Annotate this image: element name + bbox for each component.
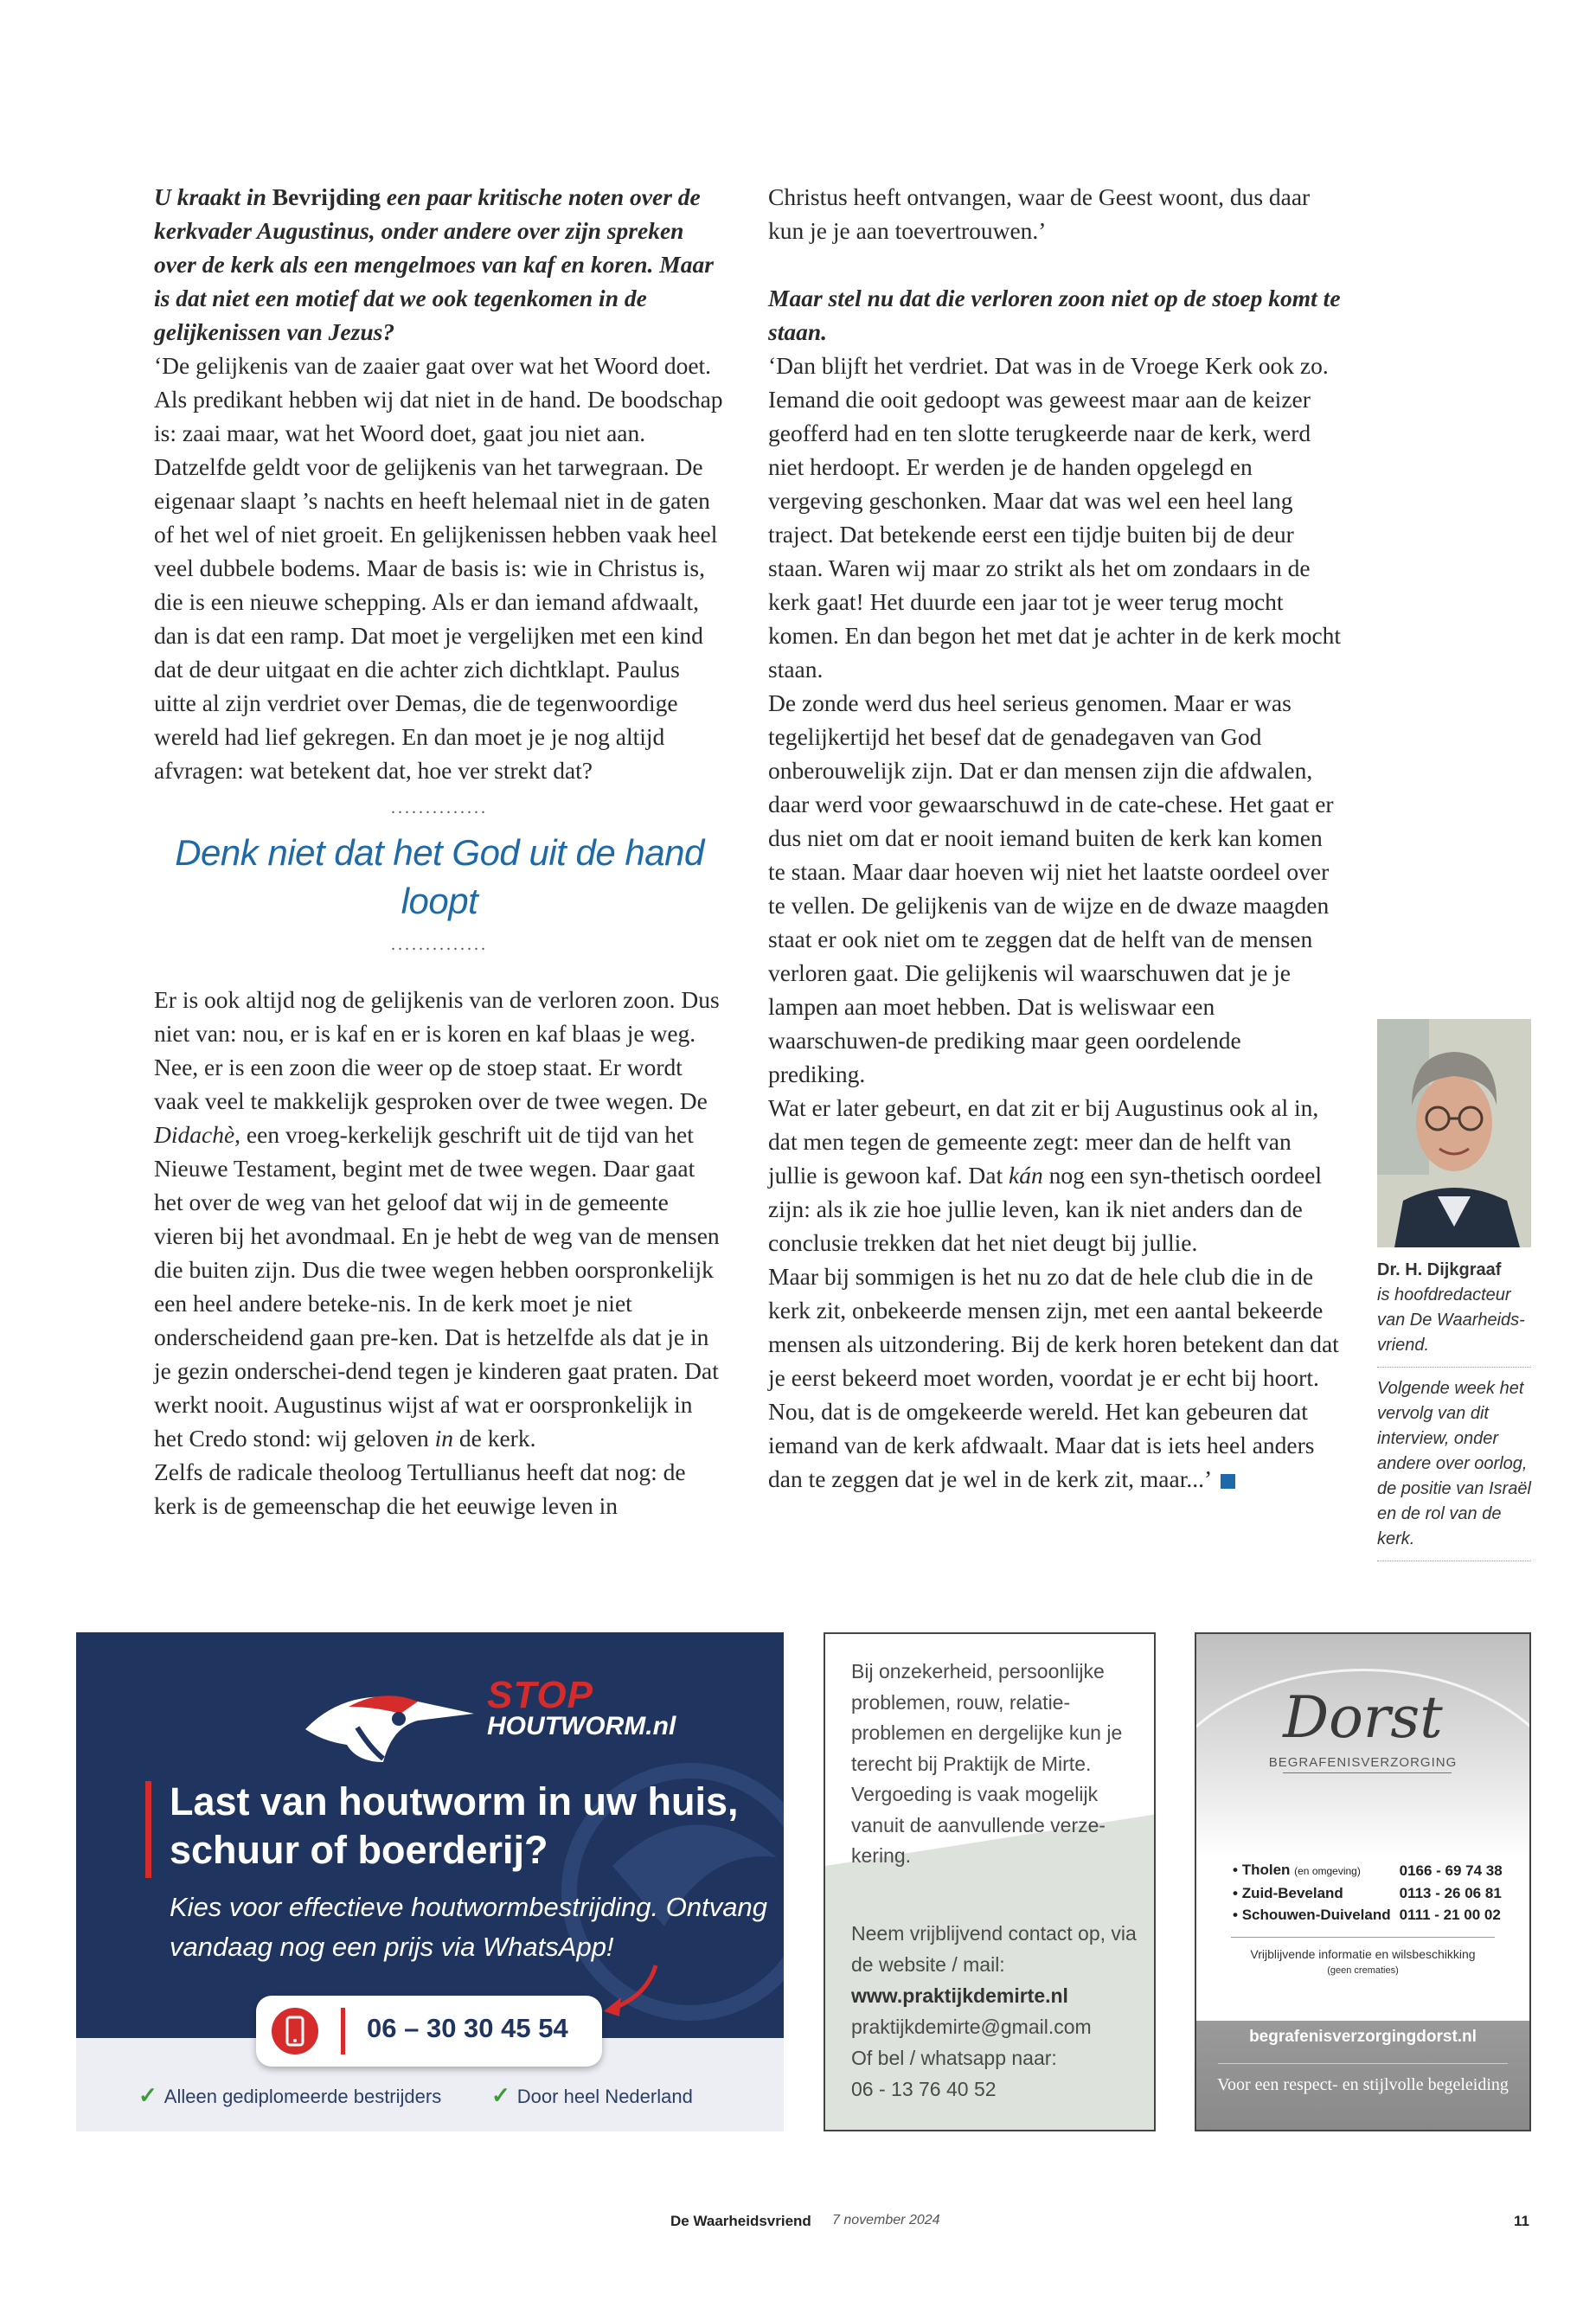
dorst-website-link[interactable]: begrafenisverzorgingdorst.nl [1249,2028,1477,2046]
location-note: (en omgeving) [1294,1865,1361,1877]
answer-paragraph [768,1091,1343,1259]
paragraph-text: Maar bij sommigen is het nu zo dat de hele club die in de kerk zit, onbekeerde mensen zijn, met een aantal bekeerde mensen als uitzondering. Bij de kerk horen betekent dan dat je eerst bekeerd moet worden, voordat je er echt bij hoort. Nou, dat is de omgekeerde wereld. Het kan gebeuren dat iemand van de kerk afdwaalt. Maar dat is iets heel anders dan te zeggen dat je wel in de kerk zit, maar...’ [768,1263,1339,1492]
contact-intro: Neem vrijblijvend contact op, via de website / mail: [851,1922,1137,1976]
answer-paragraph: Zelfs de radicale theoloog Tertullianus heeft dat nog: de kerk is de gemeenschap die het eeuwige leven in [154,1458,686,1519]
mirte-contact [851,1918,1145,2105]
paragraph-text: de kerk. [453,1425,536,1452]
mirte-phone: 06 - 13 76 40 52 [851,2078,997,2100]
check-item-diploma [138,2082,441,2109]
location-name: Zuid-Beveland [1241,1885,1343,1901]
dorst-logo: Dorst [1283,1684,1443,1751]
whatsapp-icon [272,2008,318,2054]
dorst-info [1196,1947,1529,1978]
paragraph-text: , een vroeg-kerkelijk geschrift uit de tijd van het Nieuwe Testament, begint met de twee wegen. Daar gaat het over de weg van het geloof dat wij in de gemeente vieren bij het avondmaal. En je hebt de weg van de mensen die buiten zijn. Dus die twee wegen hebben oorspronkelijk een heel andere beteke-nis. In de kerk moet je niet onderscheidend gaan pre-ken. Dat is hetzelfde als dat je in je gezin onderschei-dend tegen je kinderen gaat praten. Dat werkt nooit. Augustinus wijst af wat er oorspronkelijk in het Credo stond: wij geloven [154,1121,720,1452]
check-label: Alleen gediplomeerde bestrijders [163,2086,442,2107]
logo-brand-text: HOUTWORM.nl [487,1712,676,1740]
arrow-icon [595,1961,664,2022]
author-name: Dr. H. Dijkgraaf [1377,1260,1502,1279]
article-right-column [768,180,1343,1496]
question-text: een paar kritische noten over de kerkvader Augustinus, onder andere over zijn spreken over de kerk als een mengelmoes van kaf en koren. Maar is dat niet een motief dat we ook tegenkomen in de gelijkenissen van Jezus? [154,183,714,345]
mirte-website-link[interactable]: www.praktijkdemirte.nl [851,1984,1068,2007]
sidebar-divider [1377,1367,1531,1368]
location-phone-table [1233,1859,1511,1926]
author-sidebar [1377,1019,1531,1570]
phone-separator [341,2008,345,2054]
pull-quote: Denk niet dat het God uit de hand loopt [175,832,704,921]
checkmark-icon: ✓ [491,2082,510,2108]
location-name: Schouwen-Duiveland [1241,1907,1391,1923]
interview-question [154,180,725,349]
dorst-slogan: Voor een respect- en stijlvolle begeleiding [1217,2075,1509,2094]
headline-accent-bar [145,1781,151,1878]
answer-paragraph: De zonde werd dus heel serieus genomen. Maar er was tegelijkertijd het besef dat de genadegaven van God onberouwelijk zijn. Dat er dan mensen zijn die afdwalen, daar werd voor gewaarschuwd in de cate-chese. Het gaat er dus niet om dat er nooit iemand buiten de kerk kan komen te staan. Maar daar hoeven wij niet het laatste oordeel over te vellen. De gelijkenis van de wijze en de dwaze maagden staat er ook niet om te zeggen dat de helft van de mensen verloren gaat. Die gelijkenis wil waarschuwen dat je je lampen aan moet hebben. Dat is weliswaar een waarschuwen-de prediking maar geen oordelende prediking. [768,689,1334,1087]
answer-paragraph: ‘Dan blijft het verdriet. Dat was in de Vroege Kerk ook zo. Iemand die ooit gedoopt was geweest maar aan de keizer geofferd had en ten slotte terugkeerde naar de kerk, werd niet herdoopt. Er werden je de handen opgelegd en vergeving geschonken. Maar dat was wel een heel lang traject. Dat betekende eerst een tijdje buiten bij de deur staan. Waren wij maar zo strikt als het om zondaars in de kerk gaat! Het duurde een jaar tot je weer terug mocht komen. En dan begon het met dat je achter in de kerk mocht staan. [768,352,1342,683]
logo-underline [1283,1772,1452,1773]
website-divider [1218,2063,1508,2064]
emphasis-didache: Didachè [154,1121,235,1148]
end-mark-icon [1221,1474,1235,1489]
paragraph-text: nog een syn-thetisch oordeel zijn: als ik zie hoe jullie leven, kan ik niet anders dan de conclusie trekken dat het niet deugt bij jullie. [768,1162,1322,1256]
checkmark-icon: ✓ [138,2082,157,2108]
woodpecker-logo-icon [297,1676,478,1771]
location-name: Tholen [1241,1862,1291,1878]
book-title: Bevrijding [272,183,381,210]
answer-paragraph [768,1259,1343,1496]
phone-intro: Of bel / whatsapp naar: [851,2047,1057,2069]
whatsapp-phone-button[interactable] [256,1996,602,2067]
table-row: • Tholen (en omgeving) 0166 - 69 74 38 [1233,1859,1511,1882]
page-number: 11 [1514,2213,1529,2229]
answer-paragraph: Christus heeft ontvangen, waar de Geest woont, dus daar kun je je aan toevertrouwen.’ [768,183,1311,244]
info-text: Vrijblijvende informatie en wilsbeschikking [1250,1947,1476,1961]
author-photo [1377,1019,1531,1247]
issue-date: 7 november 2024 [832,2213,940,2227]
ad-praktijk-de-mirte[interactable] [824,1632,1156,2131]
author-bio: is hoofdredacteur van De Waarheids-vriend. [1377,1285,1525,1355]
divider-dots: .............. [391,935,488,954]
mirte-intro: Bij onzekerheid, persoonlijke problemen, rouw, relatie-problemen en dergelijke kun je terecht bij Praktijk de Mirte. Vergoeding is vaak mogelijk vanuit de aanvullende verze-kering. [851,1660,1123,1867]
paragraph-text: Wat er later gebeurt, en dat zit er bij Augustinus ook al in, dat men tegen de gemeente zegt: meer dan de helft van jullie is gewoon kaf. Dat [768,1094,1319,1189]
location-phone: 0166 - 69 74 38 [1399,1862,1503,1879]
emphasis-kan: kán [1009,1162,1043,1189]
article-left-column [154,180,725,1522]
ad-dorst-begrafenisverzorging[interactable] [1195,1632,1531,2131]
info-divider [1231,1937,1495,1938]
emphasis-in: in [434,1425,453,1452]
ad-stop-houtworm[interactable] [76,1632,784,2131]
answer-paragraph [154,983,725,1455]
check-item-nationwide [491,2082,693,2109]
location-phone: 0113 - 26 06 81 [1399,1885,1502,1901]
location-phone: 0111 - 21 00 02 [1399,1907,1501,1923]
ad-subline: Kies voor effectieve houtwormbestrijding. Ontvang vandaag nog een prijs via WhatsApp! [170,1892,767,1962]
magazine-name: De Waarheidsvriend [670,2213,811,2229]
phone-number: 06 – 30 30 45 54 [367,2013,568,2043]
mirte-email-link[interactable]: praktijkdemirte@gmail.com [851,2016,1092,2038]
next-week-note: Volgende week het vervolg van dit interview, onder andere over oorlog, de positie van Israël en de rol van de kerk. [1377,1379,1531,1548]
interview-question: Maar stel nu dat die verloren zoon niet op de stoep komt te staan. [768,285,1341,345]
logo-stop-text: STOP [487,1674,594,1716]
check-label: Door heel Nederland [516,2086,693,2107]
paragraph-text: Er is ook altijd nog de gelijkenis van de verloren zoon. Dus niet van: nou, er is kaf en er is koren en kaf blaas je weg. Nee, er is een zoon die weer op de stoep staat. Er wordt vaak veel te makkelijk gesproken over de twee wegen. De [154,986,720,1114]
portrait-illustration [1377,1019,1531,1247]
table-row: • Zuid-Beveland 0113 - 26 06 81 [1233,1882,1511,1904]
answer-paragraph: ‘De gelijkenis van de zaaier gaat over wat het Woord doet. Als predikant hebben wij dat niet in de hand. De boodschap is: zaai maar, wat het Woord doet, gaat jou niet aan. Datzelfde geldt voor de gelijkenis van het tarwegraan. De eigenaar slaapt ’s nachts en heeft helemaal niet in de gaten of het wel of niet groeit. En gelijkenissen hebben vaak heel veel dubbele bodems. Maar de basis is: wie in Christus is, die is een nieuwe schepping. Als er dan iemand afdwaalt, dan is dat een ramp. Dat moet je vergelijken met een kind dat de deur uitgaat en die achter zich dichtklapt. Paulus uitte al zijn verdriet over Demas, die de tegenwoordige wereld had lief gekregen. En dan moet je je nog altijd afvragen: wat betekent dat, hoe ver strekt dat? [154,352,723,784]
info-note: (geen crematies) [1327,1965,1399,1976]
ad-headline: Last van houtworm in uw huis, schuur of boerderij? [170,1779,739,1872]
table-row: • Schouwen-Duiveland 0111 - 21 00 02 [1233,1904,1511,1926]
dorst-subtitle: BEGRAFENISVERZORGING [1268,1755,1458,1770]
question-text: U kraakt in [154,183,272,210]
divider-dots: .............. [391,798,488,817]
